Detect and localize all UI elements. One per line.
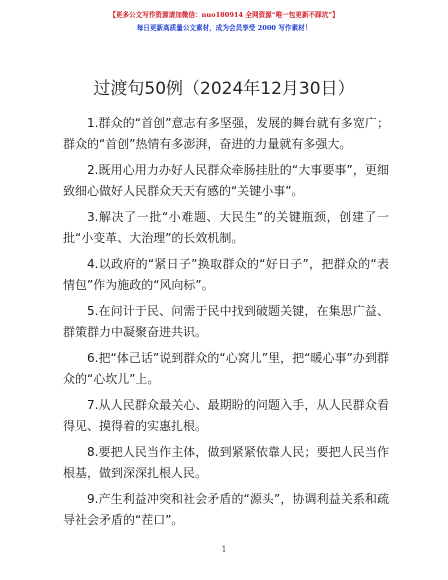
item-text: 既用心用力办好人民群众牵肠挂肚的“大事要事”，更细致细心做好人民群众天天有感的“关键小事”。	[63, 163, 389, 198]
item-text: 在问计于民、问需于民中找到破题关键，在集思广益、群策群力中凝聚奋进共识。	[63, 304, 389, 339]
item-number: 7.	[87, 398, 99, 412]
item-text: 把“体己话”说到群众的“心窝儿”里，把“暖心事”办到群众的“心坎儿”上。	[63, 351, 389, 386]
list-item	[63, 254, 389, 296]
item-number: 3.	[87, 210, 99, 224]
item-number: 5.	[87, 304, 99, 318]
item-text: 以政府的“紧日子”换取群众的“好日子”，把群众的“表情包”作为施政的“风向标”。	[63, 257, 389, 292]
list-item	[63, 113, 389, 155]
promo-banner	[0, 10, 448, 33]
item-text: 产生利益冲突和社会矛盾的“源头”，协调利益关系和疏导社会矛盾的“茬口”。	[63, 492, 389, 527]
document-body	[63, 113, 389, 536]
item-number: 8.	[87, 445, 99, 459]
promo-banner-line-2: 每日更新高质量公文素材，成为会员享受 2000 写作素材！	[136, 24, 312, 32]
item-text: 要把人民当作主体，做到紧紧依靠人民；要把人民当作根基，做到深深扎根人民。	[63, 445, 389, 480]
list-item	[63, 489, 389, 531]
list-item	[63, 160, 389, 202]
item-number: 6.	[87, 351, 99, 365]
document-title: 过渡句50例（2024年12月30日）	[93, 79, 355, 99]
item-number: 9.	[87, 492, 99, 506]
list-item	[63, 301, 389, 343]
list-item	[63, 395, 389, 437]
item-text: 解决了一批“小难题、大民生”的关键瓶颈，创建了一批“小变革、大治理”的长效机制。	[63, 210, 389, 245]
item-number: 4.	[87, 257, 99, 271]
list-item	[63, 207, 389, 249]
list-item	[63, 348, 389, 390]
item-text: 从人民群众最关心、最期盼的问题入手，从人民群众看得见、摸得着的实惠扎根。	[63, 398, 389, 433]
item-number: 1.	[87, 116, 99, 130]
item-text: 群众的“首创”意志有多坚强，发展的舞台就有多宽广；群众的“首创”热情有多澎湃，奋进的力量就有多强大。	[63, 116, 389, 151]
list-item	[63, 442, 389, 484]
item-number: 2.	[87, 163, 99, 177]
promo-banner-line-1: 【更多公文写作资源请加微信：nuo180914 全网资源“唯一包更新不踩坑”】	[109, 11, 339, 19]
page-number: 1	[221, 545, 227, 554]
